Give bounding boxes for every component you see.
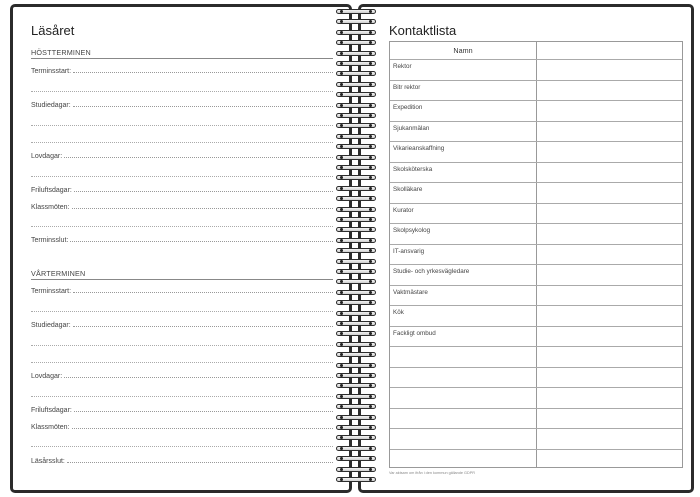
table-row[interactable] [390, 182, 682, 183]
spring-term-start-field[interactable] [31, 285, 333, 295]
spiral-ring [334, 476, 378, 484]
spiral-ring [334, 8, 378, 16]
fall-study-days-field[interactable] [31, 99, 333, 109]
spiral-ring [334, 50, 378, 58]
spring-heading: VÅRTERMINEN [31, 269, 86, 278]
contact-role-label: Vaktmästare [393, 288, 428, 296]
table-row[interactable] [390, 346, 682, 347]
blank-line[interactable] [31, 362, 333, 363]
spiral-ring [334, 382, 378, 390]
field-label: Terminsslut: [31, 237, 69, 244]
table-row[interactable] [390, 223, 682, 224]
field-label: Friluftsdagar: [31, 187, 72, 194]
spiral-ring [334, 29, 378, 37]
blank-line[interactable] [31, 226, 333, 227]
table-row[interactable] [390, 367, 682, 368]
field-label: Läsårsslut: [31, 458, 65, 465]
table-row[interactable] [390, 326, 682, 327]
spring-heading-rule [31, 279, 333, 280]
fall-outdoor-days-field[interactable] [31, 184, 333, 194]
spiral-ring [334, 102, 378, 110]
spiral-ring [334, 330, 378, 338]
blank-line[interactable] [31, 142, 333, 143]
table-row[interactable] [390, 203, 682, 204]
spiral-ring [334, 133, 378, 141]
contact-role-label: Skolpsykolog [393, 227, 431, 234]
field-label: Friluftsdagar: [31, 407, 72, 414]
spiral-ring [334, 372, 378, 380]
spiral-ring [334, 341, 378, 349]
spiral-ring [334, 414, 378, 422]
table-row[interactable] [390, 141, 682, 142]
blank-line[interactable] [31, 396, 333, 397]
spiral-ring [334, 18, 378, 26]
field-label: Lovdagar: [31, 373, 63, 380]
blank-line[interactable] [31, 176, 333, 177]
spiral-ring [334, 445, 378, 453]
field-label: Terminsstart: [31, 68, 72, 75]
table-row[interactable] [390, 428, 682, 429]
spiral-ring [334, 60, 378, 68]
contact-role-label: Studie- och yrkesvägledare [393, 268, 470, 275]
contact-role-label: Kurator [393, 206, 414, 214]
fall-heading: HÖSTTERMINEN [31, 48, 91, 57]
spiral-ring [334, 362, 378, 370]
contact-role-label: Skolläkare [393, 186, 423, 193]
blank-line[interactable] [31, 345, 333, 346]
table-row[interactable] [390, 162, 682, 163]
spiral-ring [334, 237, 378, 245]
spiral-ring [334, 154, 378, 162]
spiral-ring [334, 91, 378, 99]
spiral-ring [334, 393, 378, 401]
spiral-ring [334, 310, 378, 318]
contact-role-label: Vikarieanskaffning [393, 145, 445, 152]
spiral-ring [334, 434, 378, 442]
blank-line[interactable] [31, 91, 333, 92]
contact-role-label: Rektor [393, 63, 412, 70]
spiral-ring [334, 174, 378, 182]
blank-line[interactable] [31, 446, 333, 447]
column-divider [536, 42, 537, 467]
field-label: Studiedagar: [31, 102, 71, 109]
spring-study-days-field[interactable] [31, 319, 333, 329]
spiral-ring [334, 206, 378, 214]
table-row[interactable] [390, 285, 682, 286]
contact-table [389, 41, 683, 468]
spiral-binding [334, 8, 378, 490]
spiral-ring [334, 81, 378, 89]
left-page [10, 4, 352, 493]
table-row[interactable] [390, 387, 682, 388]
contact-role-label: Sjukanmälan [393, 124, 430, 132]
school-year-end-field[interactable] [31, 455, 333, 465]
field-label: Lovdagar: [31, 153, 63, 160]
spiral-ring [334, 122, 378, 130]
spring-outdoor-days-field[interactable] [31, 404, 333, 414]
spiral-ring [334, 268, 378, 276]
contact-role-label: Skolsköterska [393, 165, 433, 173]
spiral-ring [334, 185, 378, 193]
spiral-ring [334, 299, 378, 307]
spiral-ring [334, 289, 378, 297]
right-page [358, 4, 694, 493]
table-row[interactable] [390, 80, 682, 81]
table-row[interactable] [390, 449, 682, 450]
spiral-ring [334, 216, 378, 224]
table-row[interactable] [390, 100, 682, 101]
footnote: Var aktsam om ifrån i den kommun gällande GDPR [389, 471, 476, 475]
contact-role-label: Fackligt ombud [393, 329, 436, 337]
spiral-ring [334, 466, 378, 474]
fall-term-start-field[interactable] [31, 65, 333, 75]
fall-class-meetings-field[interactable] [31, 201, 333, 211]
spiral-ring [334, 258, 378, 266]
table-row[interactable] [390, 408, 682, 409]
fall-heading-rule [31, 58, 333, 59]
spiral-ring [334, 195, 378, 203]
table-row[interactable] [390, 305, 682, 306]
spiral-ring [334, 112, 378, 120]
spiral-ring [334, 226, 378, 234]
page-title: Kontaktlista [389, 23, 457, 38]
spiral-ring [334, 403, 378, 411]
table-row[interactable] [390, 121, 682, 122]
page-title: Läsåret [31, 23, 75, 38]
spiral-ring [334, 424, 378, 432]
blank-line[interactable] [31, 125, 333, 126]
blank-line[interactable] [31, 311, 333, 312]
spiral-ring [334, 278, 378, 286]
fall-holidays-field[interactable] [31, 150, 333, 160]
spiral-ring [334, 164, 378, 172]
name-column-header: Namn [453, 46, 473, 55]
spiral-ring [334, 143, 378, 151]
spiral-ring [334, 351, 378, 359]
table-row[interactable] [390, 59, 682, 60]
contact-role-label: Kök [393, 309, 404, 316]
field-label: Terminsstart: [31, 288, 72, 295]
contact-role-label: Expedition [393, 104, 423, 111]
contact-role-label: IT-ansvarig [393, 247, 425, 255]
field-label: Studiedagar: [31, 322, 71, 329]
contact-role-label: Bitr rektor [393, 83, 421, 91]
fall-term-end-field[interactable] [31, 234, 333, 244]
spring-holidays-field[interactable] [31, 370, 333, 380]
table-row[interactable] [390, 244, 682, 245]
spiral-ring [334, 70, 378, 78]
spring-class-meetings-field[interactable] [31, 421, 333, 431]
field-label: Klassmöten: [31, 204, 70, 211]
spiral-ring [334, 247, 378, 255]
spiral-ring [334, 39, 378, 47]
field-label: Klassmöten: [31, 424, 70, 431]
table-row[interactable] [390, 264, 682, 265]
spiral-ring [334, 320, 378, 328]
spiral-ring [334, 455, 378, 463]
